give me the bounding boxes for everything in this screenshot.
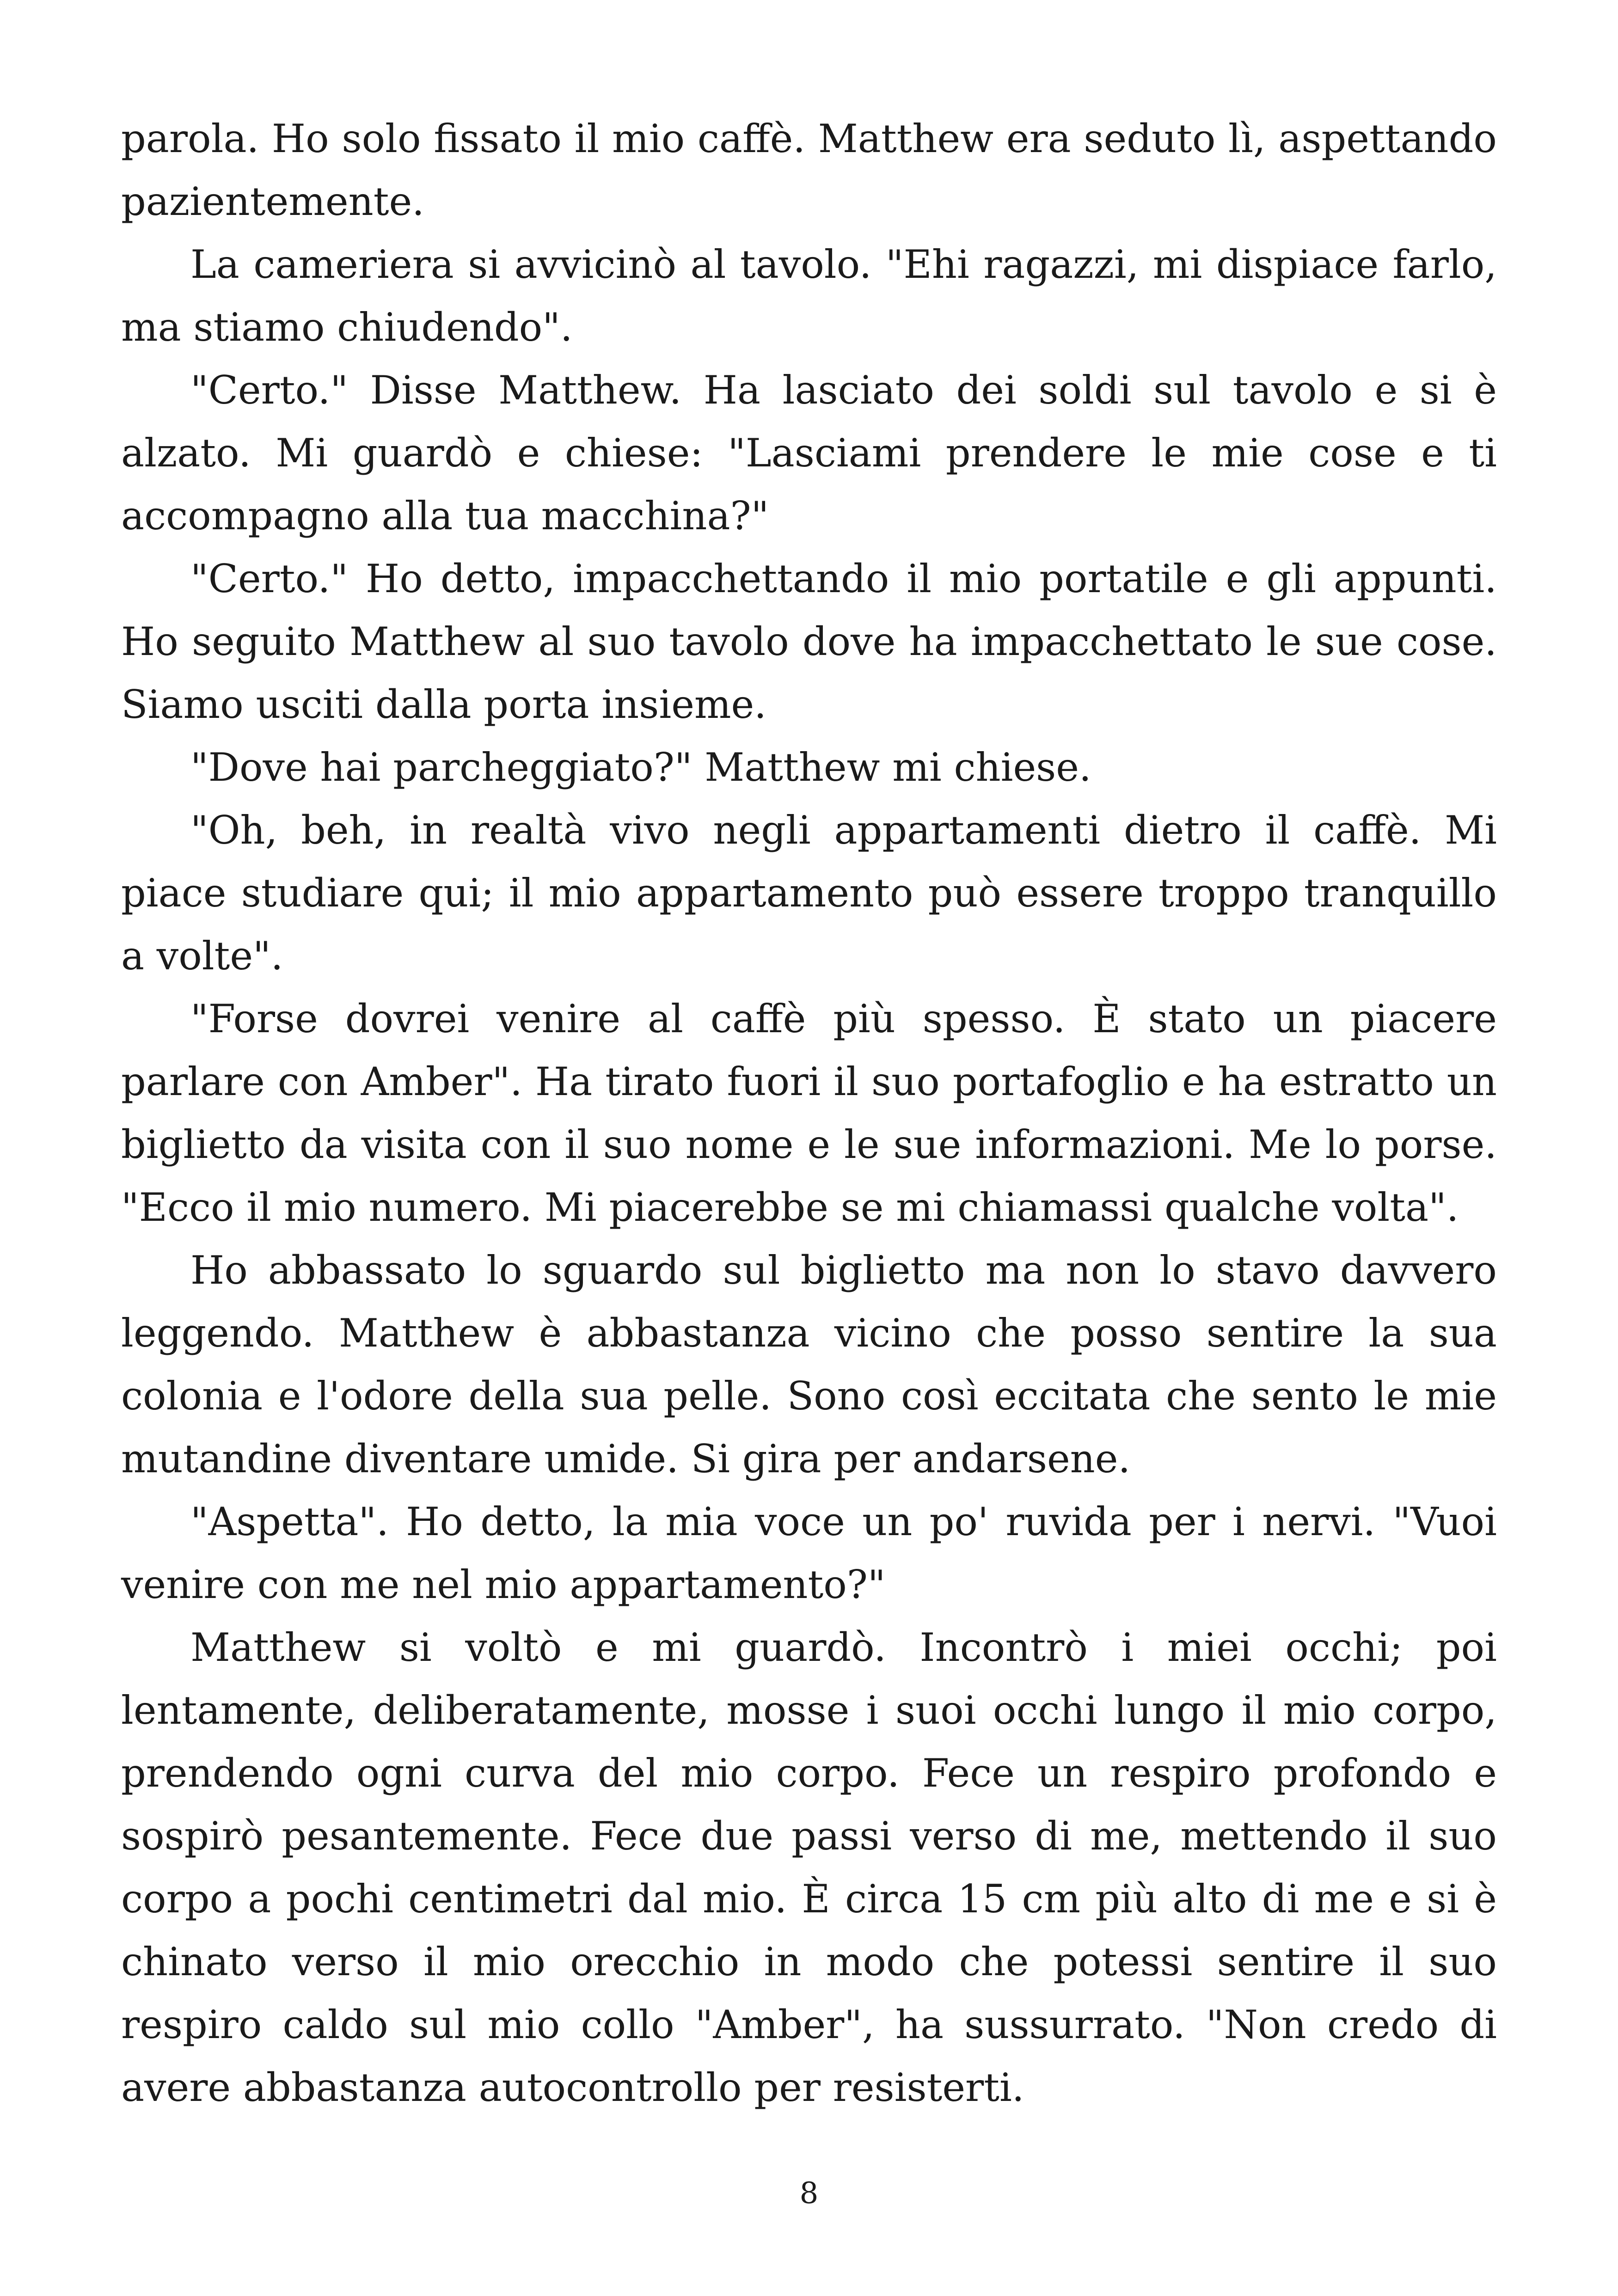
page-number: 8 bbox=[799, 2176, 819, 2210]
paragraph: "Certo." Ho detto, impacchettando il mio portatile e gli appunti. Ho seguito Matthew al suo tavolo dove ha impacchettato le sue cose. Siamo usciti dalla porta insieme. bbox=[121, 556, 1497, 727]
paragraph: "Oh, beh, in realtà vivo negli appartamenti dietro il caffè. Mi piace studiare qui; il mio appartamento può essere troppo tranquillo a volte". bbox=[121, 808, 1497, 979]
paragraph: "Dove hai parcheggiato?" Matthew mi chiese. bbox=[190, 745, 1091, 790]
paragraph: "Forse dovrei venire al caffè più spesso. È stato un piacere parlare con Amber". Ha tirato fuori il suo portafoglio e ha estratto un biglietto da visita con il suo nome e le sue informazioni. Me lo porse. "Ecco il mio numero. Mi piacerebbe se mi chiamassi qualche volta". bbox=[121, 996, 1497, 1230]
paragraph: Ho abbassato lo sguardo sul biglietto ma non lo stavo davvero leggendo. Matthew è abbastanza vicino che posso sentire la sua colonia e l'odore della sua pelle. Sono così eccitata che sento le mie mutandine diventare umide. Si gira per andarsene. bbox=[121, 1248, 1497, 1482]
body-text bbox=[121, 107, 1497, 2119]
paragraph: La cameriera si avvicinò al tavolo. "Ehi ragazzi, mi dispiace farlo, ma stiamo chiudendo". bbox=[121, 242, 1497, 350]
paragraph: "Certo." Disse Matthew. Ha lasciato dei soldi sul tavolo e si è alzato. Mi guardò e chiese: "Lasciami prendere le mie cose e ti accompagno alla tua macchina?" bbox=[121, 367, 1497, 539]
paragraph: "Aspetta". Ho detto, la mia voce un po' ruvida per i nervi. "Vuoi venire con me nel mio appartamento?" bbox=[121, 1499, 1497, 1607]
paragraph: parola. Ho solo fissato il mio caffè. Matthew era seduto lì, aspettando pazientemente. bbox=[121, 116, 1497, 224]
paragraph: Matthew si voltò e mi guardò. Incontrò i miei occhi; poi lentamente, deliberatamente, mosse i suoi occhi lungo il mio corpo, prendendo ogni curva del mio corpo. Fece un respiro profondo e sospirò pesantemente. Fece due passi verso di me, mettendo il suo corpo a pochi centimetri dal mio. È circa 15 cm più alto di me e si è chinato verso il mio orecchio in modo che potessi sentire il suo respiro caldo sul mio collo "Amber", ha sussurrato. "Non credo di avere abbastanza autocontrollo per resisterti. bbox=[121, 1625, 1497, 2110]
